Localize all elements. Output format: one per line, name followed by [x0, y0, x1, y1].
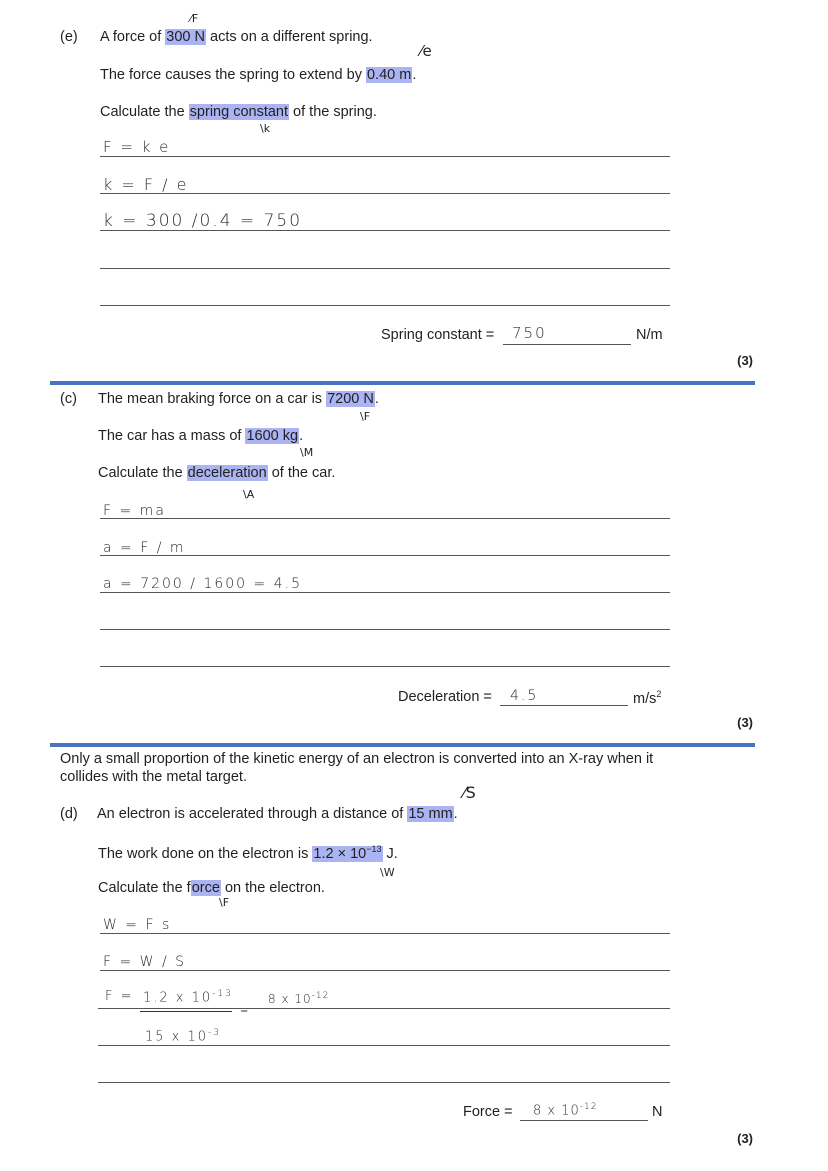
part-e-question-line-2: The force causes the spring to extend by 0.40 m. — [100, 67, 417, 83]
highlight-300n: 300 N — [166, 29, 205, 45]
answer-line — [100, 666, 670, 667]
part-e-marks: (3) — [737, 353, 753, 368]
intro-line-1: Only a small proportion of the kinetic energy of an electron is converted into an X-ray when it — [60, 751, 654, 767]
part-c-question-line-3: Calculate the deceleration of the car. — [98, 465, 336, 481]
force-answer: 8 x $10^{-12}$ — [533, 1102, 598, 1119]
part-c-marks: (3) — [737, 715, 753, 730]
part-d-working-3-prefix: F = — [105, 989, 134, 1004]
highlight-7200n: 7200 N — [327, 391, 374, 407]
part-d-question-line-1: An electron is accelerated through a distance of 15 mm. — [97, 806, 458, 822]
answer-line — [503, 344, 631, 345]
highlight-040m: 0.40 m — [366, 67, 412, 83]
question-separator — [50, 381, 755, 385]
deceleration-label: Deceleration = — [398, 689, 492, 705]
part-d-label: (d) — [60, 806, 78, 822]
force-label: Force = — [463, 1104, 513, 1120]
answer-line — [500, 705, 628, 706]
answer-line — [100, 230, 670, 231]
handwritten-tick-e: ⁄e — [420, 42, 432, 60]
answer-line — [100, 193, 670, 194]
deceleration-unit: $m/s^2$ — [633, 689, 662, 707]
part-c-working-3: a = 7200 / 1600 = 4.5 — [103, 576, 302, 592]
answer-line — [100, 518, 670, 519]
handwritten-tick-s: ⁄S — [463, 783, 476, 802]
answer-line — [100, 933, 670, 934]
highlight-deceleration: deceleration — [187, 465, 267, 481]
part-e-label: (e) — [60, 29, 78, 45]
handwritten-tick-k: \k — [260, 122, 271, 135]
answer-line — [520, 1120, 648, 1121]
fraction-bar — [140, 1011, 232, 1012]
part-d-working-3-denominator: 15 x $10^{-3}$ — [145, 1028, 222, 1045]
answer-line — [100, 555, 670, 556]
answer-line — [100, 970, 670, 971]
highlight-force: orce — [191, 880, 220, 896]
highlight-work-done: $1.2 \times 10^{-13}$ — [313, 844, 382, 862]
highlight-15mm: 15 mm — [408, 806, 453, 822]
answer-line — [100, 592, 670, 593]
part-d-marks: (3) — [737, 1131, 753, 1146]
part-e-question-line-1: A force of 300 N acts on a different spring. — [100, 29, 373, 45]
intro-line-2: collides with the metal target. — [60, 769, 247, 785]
part-d-question-line-3: Calculate the force on the electron. — [98, 880, 325, 896]
part-d-working-2: F = W / S — [103, 954, 187, 970]
part-c-working-2: a = F / m — [103, 540, 186, 556]
part-d-working-3-equals: = — [240, 1006, 251, 1017]
part-c-label: (c) — [60, 391, 77, 407]
answer-line — [100, 156, 670, 157]
highlight-1600kg: 1600 kg — [246, 428, 299, 444]
part-d-working-3-numerator: 1.2 x $10^{-13}$ — [143, 989, 233, 1006]
spring-constant-unit: N/m — [636, 327, 663, 343]
answer-line — [98, 1082, 670, 1083]
answer-line — [98, 1045, 670, 1046]
part-e-question-line-3: Calculate the spring constant of the spring. — [100, 104, 377, 120]
part-c-working-1: F = ma — [103, 503, 166, 519]
answer-line — [100, 629, 670, 630]
handwritten-tick-w: \W — [380, 866, 395, 879]
part-e-working-1: F = k e — [103, 138, 171, 156]
handwritten-tick-f: \F — [219, 896, 230, 909]
force-unit: N — [652, 1104, 663, 1120]
handwritten-tick-m: \M — [300, 446, 314, 459]
question-separator — [50, 743, 755, 747]
spring-constant-answer: 750 — [512, 324, 547, 342]
part-e-working-2: k = F / e — [103, 175, 189, 194]
part-d-working-3-result: 8 x $10^{-12}$ — [268, 991, 330, 1006]
part-d-question-line-2: The work done on the electron is $1.2 \times 10^{-13}$ J. — [98, 844, 398, 862]
part-e-working-3: k = 300 /0.4 = 750 — [103, 211, 303, 231]
handwritten-tick-f: \F — [360, 410, 371, 423]
highlight-spring-constant: spring constant — [189, 104, 289, 120]
deceleration-answer: 4.5 — [510, 688, 539, 704]
part-d-working-1: W = F s — [103, 917, 172, 933]
answer-line — [100, 268, 670, 269]
part-c-question-line-1: The mean braking force on a car is 7200 N. — [98, 391, 379, 407]
answer-line — [100, 305, 670, 306]
part-c-question-line-2: The car has a mass of 1600 kg. — [98, 428, 304, 444]
answer-line — [98, 1008, 670, 1009]
spring-constant-label: Spring constant = — [381, 327, 495, 343]
handwritten-tick-a: \A — [243, 488, 255, 501]
handwritten-tick-f: ⁄F — [190, 12, 199, 25]
